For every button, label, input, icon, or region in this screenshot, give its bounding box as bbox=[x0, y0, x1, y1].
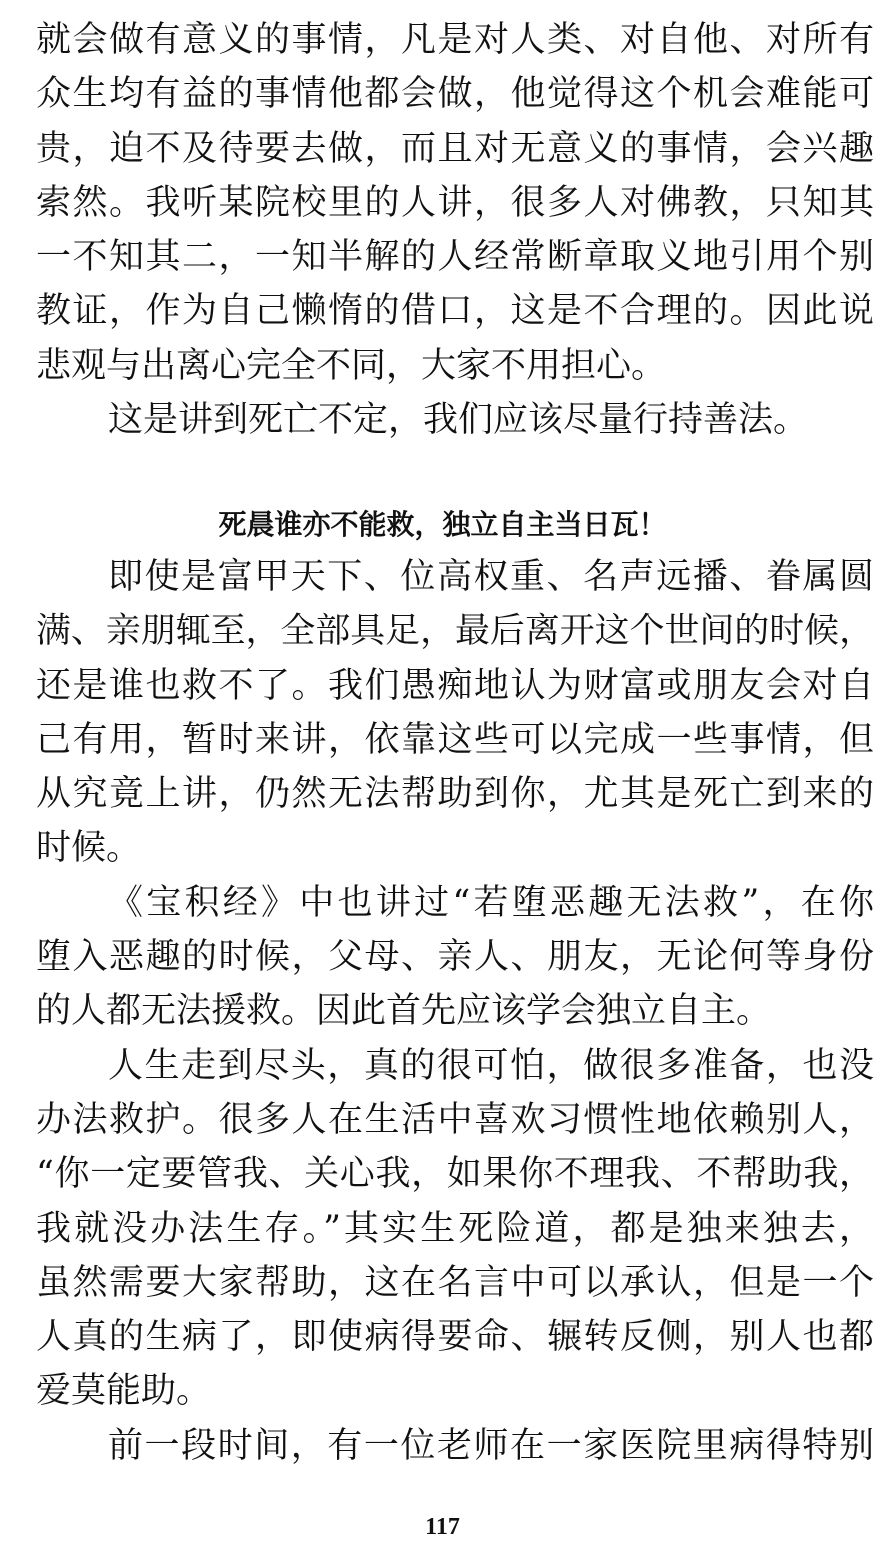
text-line: 己有用，暂时来讲，依靠这些可以完成一些事情，但 bbox=[36, 719, 876, 760]
text-line: 爱莫能助。 bbox=[36, 1371, 212, 1412]
body-text-section-1 bbox=[36, 13, 874, 447]
text-line: 悲观与出离心完全不同，大家不用担心。 bbox=[36, 345, 667, 386]
text-line: 虽然需要大家帮助，这在名言中可以承认，但是一个 bbox=[36, 1262, 876, 1303]
text-line: 众生均有益的事情他都会做，他觉得这个机会难能可 bbox=[36, 74, 876, 115]
text-line: 即使是富甲天下、位高权重、名声远播、眷属圆 bbox=[108, 557, 876, 597]
text-line: 索然。我听某院校里的人讲，很多人对佛教，只知其 bbox=[36, 182, 876, 223]
text-line: 人真的生病了，即使病得要命、辗转反侧，别人也都 bbox=[36, 1317, 876, 1358]
text-line: 还是谁也救不了。我们愚痴地认为财富或朋友会对自 bbox=[36, 665, 876, 706]
text-line: 办法救护。很多人在生活中喜欢习惯性地依赖别人， bbox=[36, 1099, 876, 1140]
text-line: 《宝积经》中也讲过“若堕恶趣无法救”，在你 bbox=[108, 882, 878, 923]
text-line: 满、亲朋辄至，全部具足，最后离开这个世间的时候， bbox=[36, 611, 874, 652]
text-line: 时候。 bbox=[36, 828, 142, 869]
text-line: 贵，迫不及待要去做，而且对无意义的事情，会兴趣 bbox=[36, 128, 876, 169]
body-text-section-2 bbox=[36, 550, 878, 1473]
section-heading: 死晨谁亦不能救，独立自主当日瓦！ bbox=[218, 508, 667, 541]
text-line: 一不知其二，一知半解的人经常断章取义地引用个别 bbox=[36, 237, 876, 278]
text-line: 前一段时间，有一位老师在一家医院里病得特别 bbox=[108, 1425, 876, 1466]
text-line: 堕入恶趣的时候，父母、亲人、朋友，无论何等身份 bbox=[36, 937, 876, 978]
text-line: “你一定要管我、关心我，如果你不理我、不帮助我， bbox=[36, 1154, 875, 1195]
text-line: 教证，作为自己懒惰的借口，这是不合理的。因此说 bbox=[36, 291, 876, 332]
text-line: 我就没办法生存。”其实生死险道，都是独来独去， bbox=[36, 1208, 878, 1249]
text-line: 这是讲到死亡不定，我们应该尽量行持善法。 bbox=[108, 400, 809, 441]
page-number: 117 bbox=[425, 1514, 460, 1540]
text-line: 的人都无法援救。因此首先应该学会独立自主。 bbox=[36, 991, 772, 1032]
text-line: 人生走到尽头，真的很可怕，做很多准备，也没 bbox=[108, 1045, 876, 1086]
text-line: 从究竟上讲，仍然无法帮助到你，尤其是死亡到来的 bbox=[36, 774, 876, 815]
text-line: 就会做有意义的事情，凡是对人类、对自他、对所有 bbox=[36, 20, 876, 60]
